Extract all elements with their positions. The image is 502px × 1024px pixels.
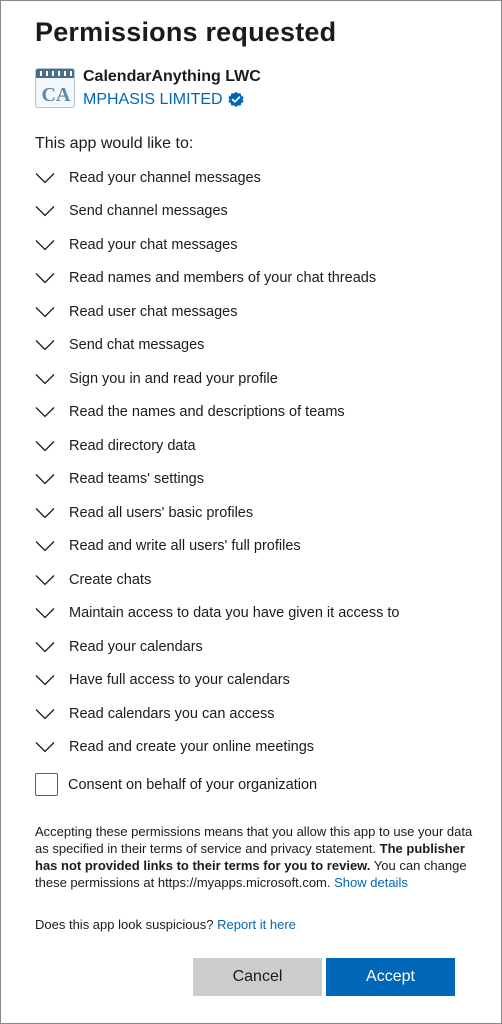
chevron-down-icon [35, 239, 55, 251]
intro-text: This app would like to: [35, 135, 194, 152]
consent-row[interactable] [35, 773, 317, 796]
permission-label: Read your calendars [69, 638, 203, 655]
permission-item[interactable] [35, 463, 475, 497]
dialog-title: Permissions requested [35, 17, 337, 47]
permission-item[interactable] [35, 228, 475, 262]
permission-item[interactable] [35, 329, 475, 363]
chevron-down-icon [35, 574, 55, 586]
chevron-down-icon [35, 741, 55, 753]
permission-item[interactable] [35, 362, 475, 396]
permission-item[interactable] [35, 295, 475, 329]
permission-item[interactable] [35, 563, 475, 597]
permission-label: Sign you in and read your profile [69, 370, 278, 387]
permission-label: Maintain access to data you have given it access to [69, 605, 400, 622]
app-logo [35, 68, 75, 108]
chevron-down-icon [35, 339, 55, 351]
permission-label: Have full access to your calendars [69, 672, 290, 689]
permission-item[interactable] [35, 697, 475, 731]
disclaimer-part1: Accepting these permissions means that you allow this app to use your data as specified in their terms of service and privacy statement. [35, 824, 473, 856]
app-name: CalendarAnything LWC [83, 68, 261, 85]
permission-item[interactable] [35, 262, 475, 296]
permission-label: Read calendars you can access [69, 705, 275, 722]
chevron-down-icon [35, 306, 55, 318]
permission-label: Read your channel messages [69, 169, 261, 186]
permission-item[interactable] [35, 731, 475, 765]
permission-label: Read teams' settings [69, 471, 204, 488]
permission-label: Read the names and descriptions of teams [69, 404, 345, 421]
logo-text: CA [41, 84, 71, 106]
publisher-name: MPHASIS LIMITED [83, 91, 223, 108]
permission-label: Read directory data [69, 437, 196, 454]
permission-label: Send channel messages [69, 203, 228, 220]
show-details-link[interactable]: Show details [334, 875, 408, 890]
consent-label: Consent on behalf of your organization [68, 776, 318, 793]
suspicious-row [35, 917, 296, 932]
permission-item[interactable] [35, 396, 475, 430]
chevron-down-icon [35, 507, 55, 519]
permission-label: Read and create your online meetings [69, 739, 315, 756]
disclaimer-text [35, 823, 475, 891]
permission-label: Send chat messages [69, 337, 205, 354]
permission-label: Read names and members of your chat threads [69, 270, 377, 287]
permission-item[interactable] [35, 195, 475, 229]
permission-label: Read your chat messages [69, 236, 238, 253]
permission-item[interactable] [35, 530, 475, 564]
chevron-down-icon [35, 205, 55, 217]
permission-item[interactable] [35, 630, 475, 664]
chevron-down-icon [35, 607, 55, 619]
permission-label: Read user chat messages [69, 303, 238, 320]
chevron-down-icon [35, 540, 55, 552]
permission-label: Create chats [69, 571, 152, 588]
chevron-down-icon [35, 674, 55, 686]
chevron-down-icon [35, 473, 55, 485]
accept-button[interactable]: Accept [326, 958, 455, 996]
chevron-down-icon [35, 373, 55, 385]
chevron-down-icon [35, 406, 55, 418]
chevron-down-icon [35, 641, 55, 653]
chevron-down-icon [35, 440, 55, 452]
permission-label: Read and write all users' full profiles [69, 538, 301, 555]
permission-item[interactable] [35, 161, 475, 195]
consent-checkbox[interactable] [35, 773, 58, 796]
permission-item[interactable] [35, 496, 475, 530]
chevron-down-icon [35, 708, 55, 720]
disclaimer-bold: The publisher has not provided links to their terms for you to review. [35, 841, 465, 873]
permission-item[interactable] [35, 429, 475, 463]
permission-item[interactable] [35, 597, 475, 631]
verified-badge-icon [227, 91, 245, 109]
calendar-logo-icon [36, 69, 75, 108]
permission-list [35, 161, 475, 764]
permission-item[interactable] [35, 664, 475, 698]
suspicious-question: Does this app look suspicious? [35, 917, 214, 932]
cancel-button[interactable]: Cancel [193, 958, 322, 996]
chevron-down-icon [35, 172, 55, 184]
report-link[interactable]: Report it here [217, 917, 296, 932]
publisher-link[interactable] [83, 91, 245, 109]
disclaimer-part2: You can change these permissions at https://myapps.microsoft.com. [35, 858, 467, 890]
chevron-down-icon [35, 272, 55, 284]
permission-label: Read all users' basic profiles [69, 504, 254, 521]
